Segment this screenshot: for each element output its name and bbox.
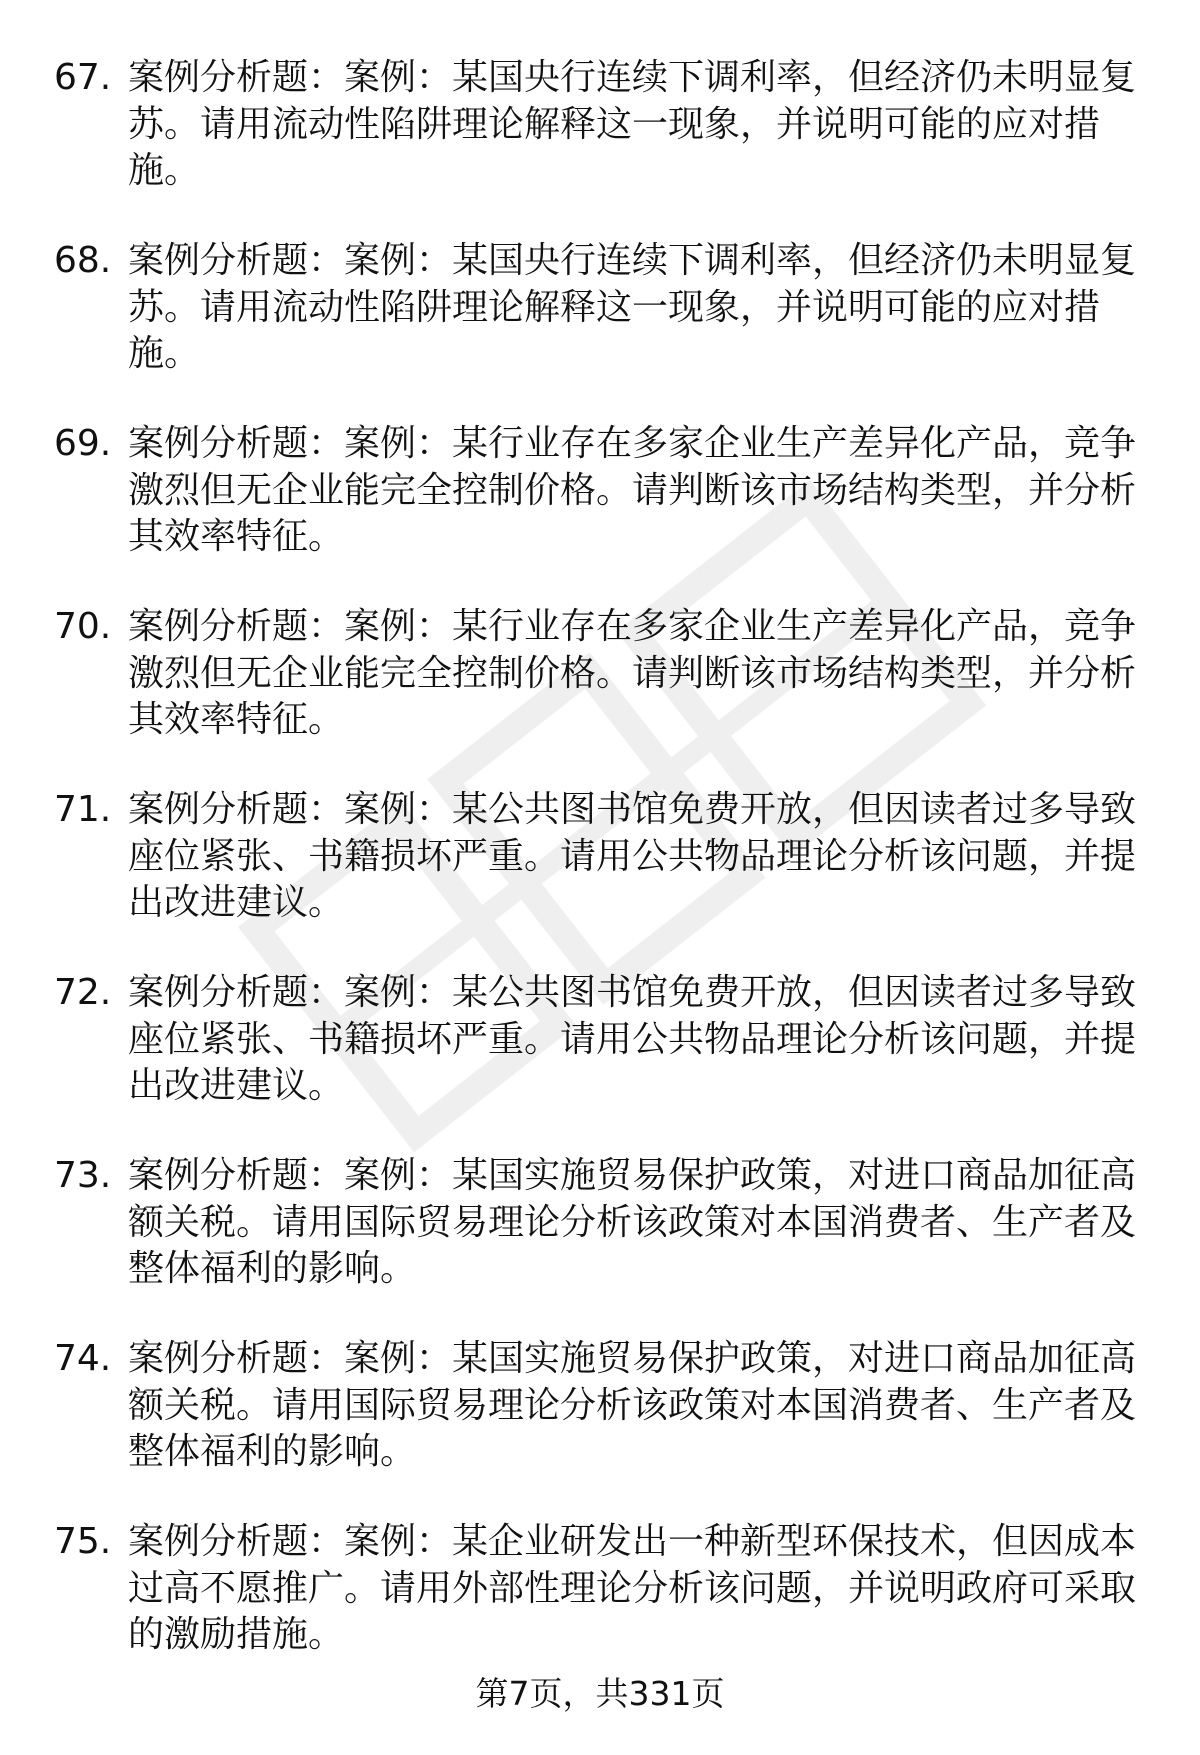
question-item — [0, 1336, 1200, 1519]
question-text: 案例分析题：案例：某国实施贸易保护政策，对进口商品加征高额关税。请用国际贸易理论分析该政策对本国消费者、生产者及整体福利的影响。 — [128, 1338, 1137, 1472]
question-number: 68. — [54, 240, 112, 281]
question-number: 73. — [54, 1155, 112, 1196]
question-text: 案例分析题：案例：某国央行连续下调利率，但经济仍未明显复苏。请用流动性陷阱理论解释这一现象，并说明可能的应对措施。 — [128, 57, 1137, 191]
question-number: 74. — [54, 1338, 112, 1379]
question-text: 案例分析题：案例：某国央行连续下调利率，但经济仍未明显复苏。请用流动性陷阱理论解释这一现象，并说明可能的应对措施。 — [128, 240, 1137, 374]
question-number: 71. — [54, 789, 112, 830]
question-item — [0, 55, 1200, 238]
question-text: 案例分析题：案例：某企业研发出一种新型环保技术，但因成本过高不愿推广。请用外部性理论分析该问题，并说明政府可采取的激励措施。 — [128, 1521, 1137, 1655]
question-text: 案例分析题：案例：某公共图书馆免费开放，但因读者过多导致座位紧张、书籍损坏严重。请用公共物品理论分析该问题，并提出改进建议。 — [128, 972, 1137, 1106]
question-number: 67. — [54, 57, 112, 98]
question-item — [0, 604, 1200, 787]
question-item — [0, 787, 1200, 970]
question-text: 案例分析题：案例：某公共图书馆免费开放，但因读者过多导致座位紧张、书籍损坏严重。请用公共物品理论分析该问题，并提出改进建议。 — [128, 789, 1137, 923]
question-item — [0, 970, 1200, 1153]
question-number: 69. — [54, 423, 112, 464]
question-number: 70. — [54, 606, 112, 647]
page-footer: 第7页，共331页 — [475, 1674, 725, 1713]
question-number: 75. — [54, 1521, 112, 1562]
question-text: 案例分析题：案例：某行业存在多家企业生产差异化产品，竞争激烈但无企业能完全控制价格。请判断该市场结构类型，并分析其效率特征。 — [128, 423, 1137, 557]
question-text: 案例分析题：案例：某行业存在多家企业生产差异化产品，竞争激烈但无企业能完全控制价格。请判断该市场结构类型，并分析其效率特征。 — [128, 606, 1137, 740]
question-item — [0, 238, 1200, 421]
question-number: 72. — [54, 972, 112, 1013]
question-list — [0, 55, 1200, 1702]
question-item — [0, 421, 1200, 604]
question-item — [0, 1153, 1200, 1336]
question-text: 案例分析题：案例：某国实施贸易保护政策，对进口商品加征高额关税。请用国际贸易理论分析该政策对本国消费者、生产者及整体福利的影响。 — [128, 1155, 1137, 1289]
